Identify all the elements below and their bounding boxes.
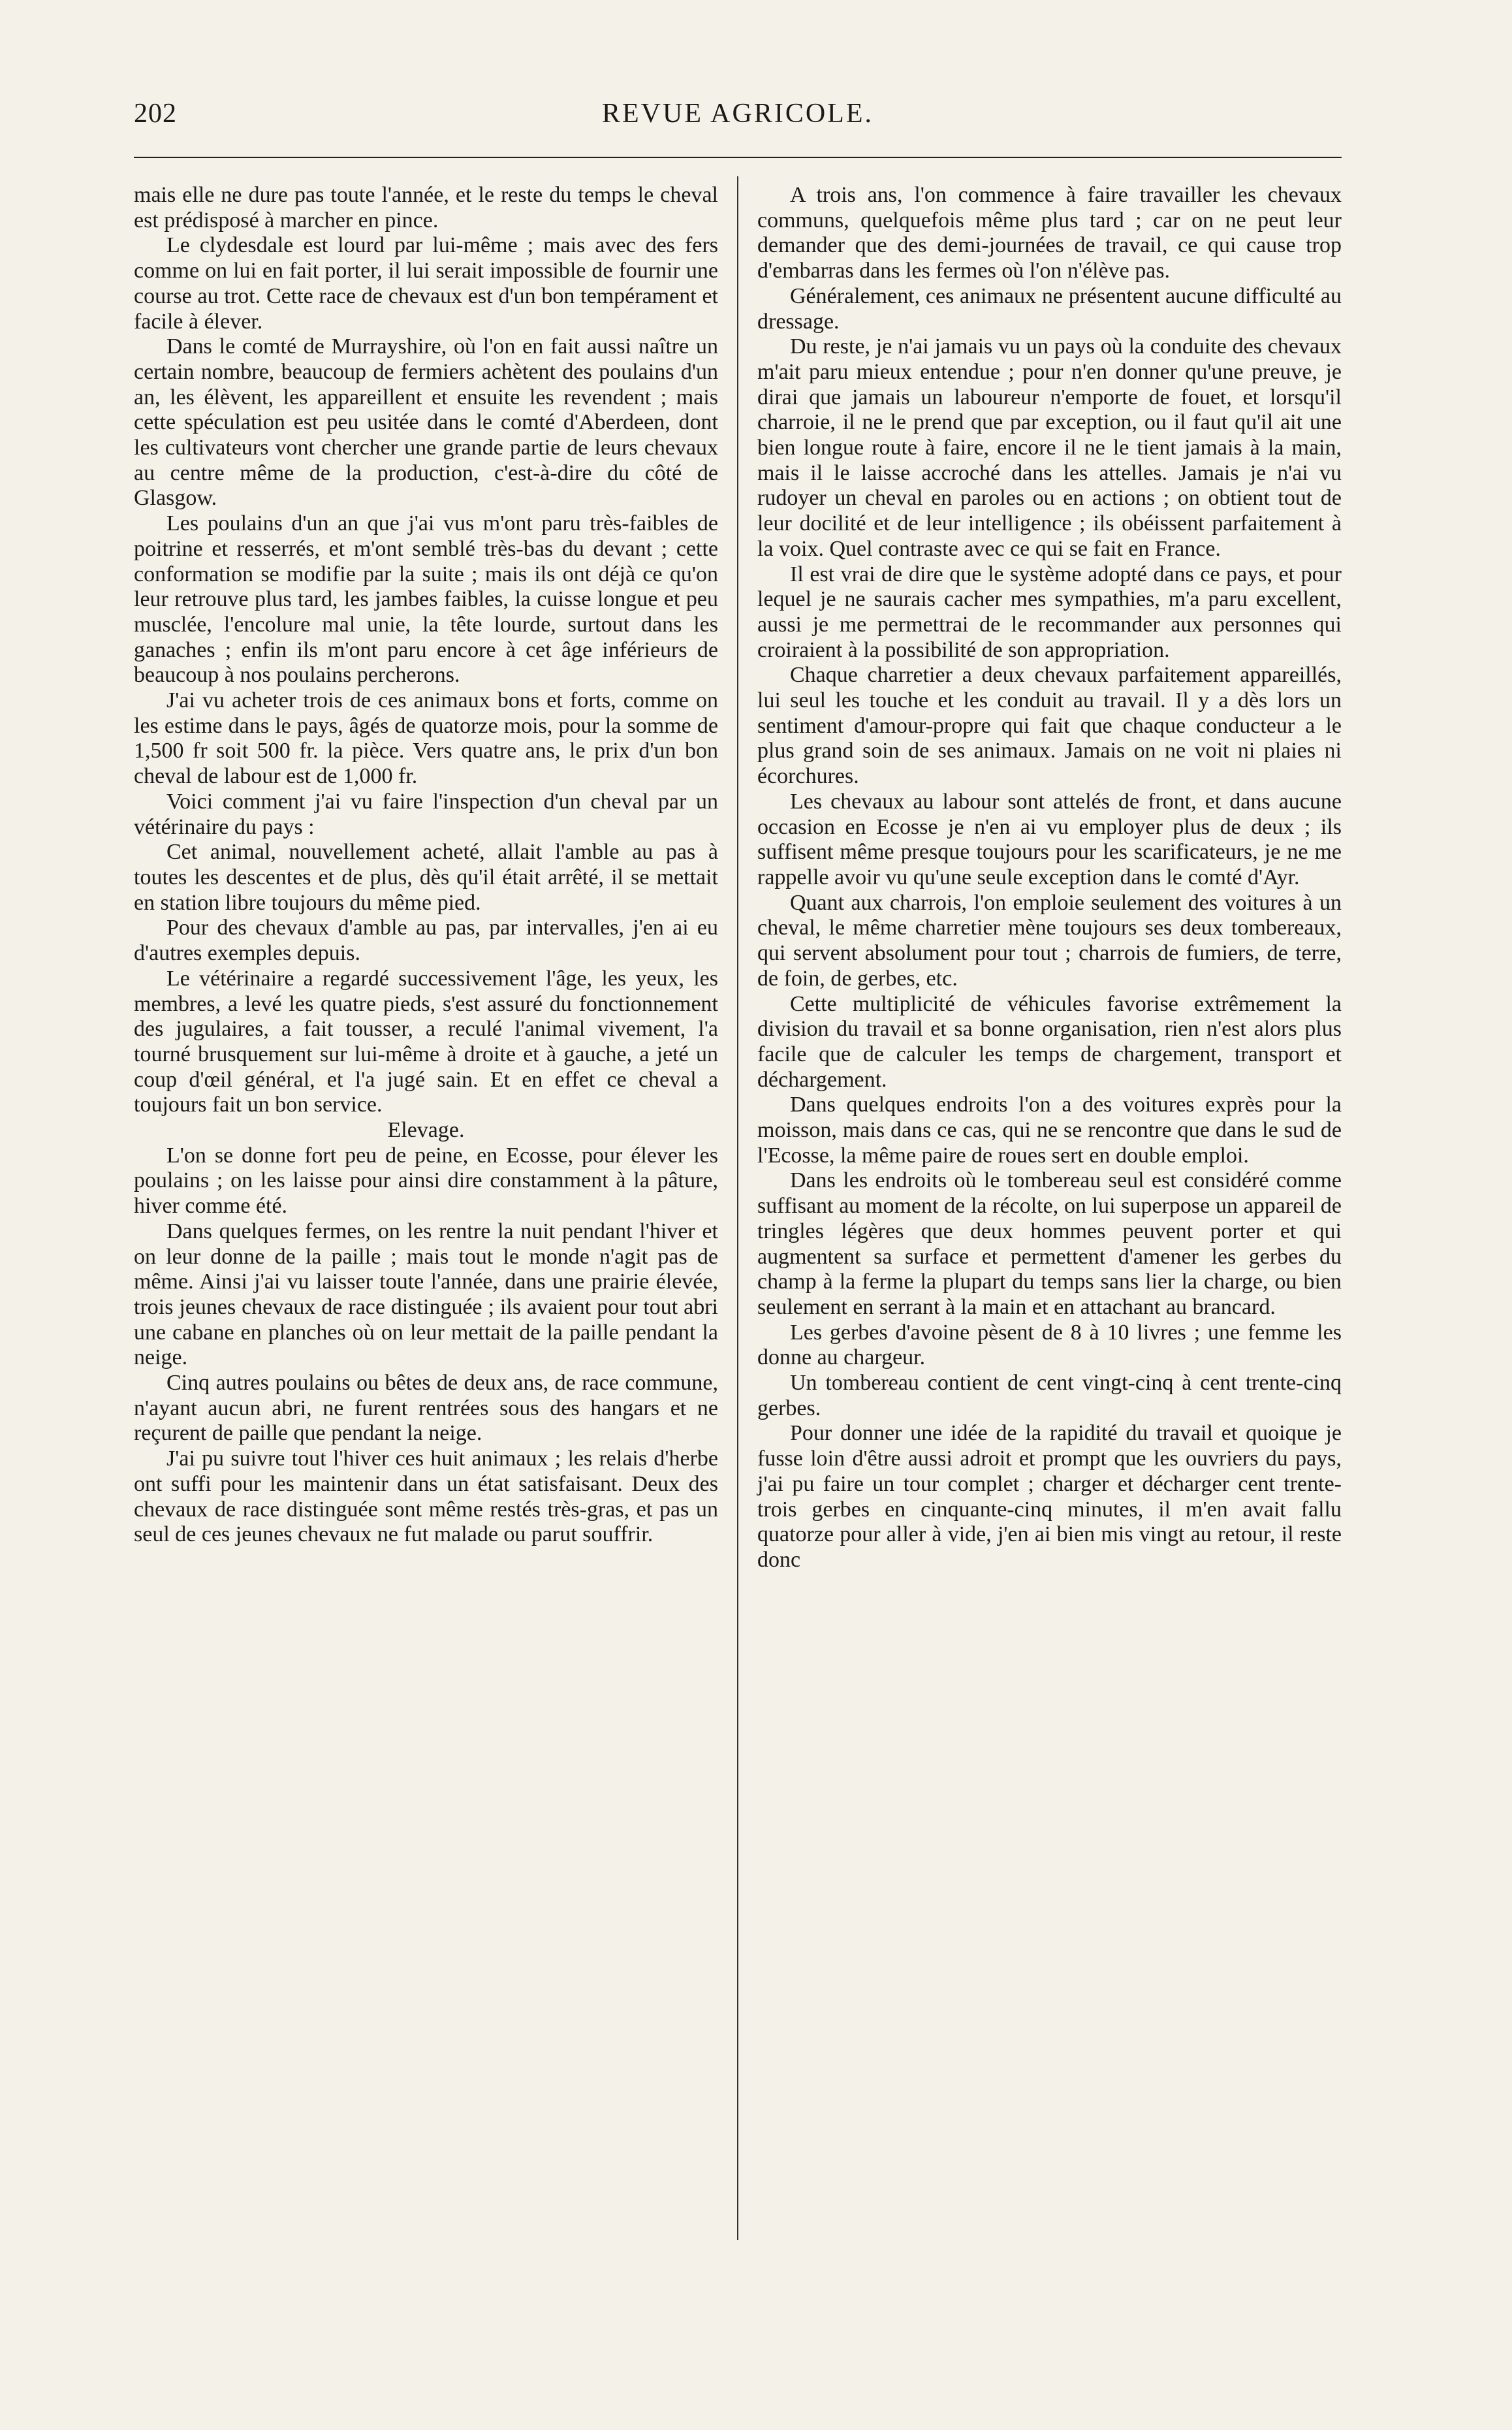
paragraph: A trois ans, l'on commence à faire travailler les chevaux communs, quelquefois même plus tard ; car on ne peut leur demander que des demi-journées de travail, ce qui cause trop d'embarras dans les fermes où l'on n'élève pas.	[757, 183, 1342, 283]
paragraph: Cet animal, nouvellement acheté, allait l'amble au pas à toutes les descentes et de plus, dès qu'il était arrêté, il se mettait en station libre toujours du même pied.	[134, 840, 718, 915]
left-column	[134, 183, 718, 2240]
paragraph: Cette multiplicité de véhicules favorise extrêmement la division du travail et sa bonne organisation, rien n'est alors plus facile que de calculer les temps de chargement, transport et déchargement.	[757, 991, 1342, 1092]
paragraph: Dans le comté de Murrayshire, où l'on en fait aussi naître un certain nombre, beaucoup de fermiers achètent des poulains d'un an, les élèvent, les appareillent et ensuite les revendent ; mais cette spéculation est peu usitée dans le comté d'Aberdeen, dont les cultivateurs vont chercher une grande partie de leurs chevaux au centre même de la production, c'est-à-dire du côté de Glasgow.	[134, 334, 718, 511]
paragraph: Le vétérinaire a regardé successivement l'âge, les yeux, les membres, a levé les quatre pieds, s'est assuré du fonctionnement des jugulaires, a fait tousser, a reculé l'animal vivement, l'a tourné brusquement sur lui-même à droite et à gauche, a jeté un coup d'œil général, et l'a jugé sain. Et en effet ce cheval a toujours fait un bon service.	[134, 966, 718, 1117]
paragraph: J'ai vu acheter trois de ces animaux bons et forts, comme on les estime dans le pays, âgés de quatorze mois, pour la somme de 1,500 fr soit 500 fr. la pièce. Vers quatre ans, le prix d'un bon cheval de labour est de 1,000 fr.	[134, 688, 718, 789]
paragraph: Il est vrai de dire que le système adopté dans ce pays, et pour lequel je ne saurais cacher mes sympathies, m'a paru excellent, aussi je me permettrai de le recommander aux personnes qui croiraient à la possibilité de son appropriation.	[757, 562, 1342, 662]
paragraph: Dans les endroits où le tombereau seul est considéré comme suffisant au moment de la récolte, on lui superpose un appareil de tringles légères que deux hommes peuvent porter et qui augmentent sa surface et permettent d'amener les gerbes du champ à la ferme la plupart du temps sans lier la charge, ou bien seulement en serrant à la main et en attachant au brancard.	[757, 1168, 1342, 1319]
paragraph: Pour des chevaux d'amble au pas, par intervalles, j'en ai eu d'autres exemples depuis.	[134, 916, 718, 966]
paragraph: Chaque charretier a deux chevaux parfaitement appareillés, lui seul les touche et les conduit au travail. Il y a dès lors un sentiment d'amour-propre qui fait que chaque conducteur a le plus grand soin de ses animaux. Jamais on ne voit ni plaies ni écorchures.	[757, 663, 1342, 789]
paragraph: Les poulains d'un an que j'ai vus m'ont paru très-faibles de poitrine et resserrés, et m'ont semblé très-bas du devant ; cette conformation se modifie par la suite ; mais ils ont déjà ce qu'on leur retrouve plus tard, les jambes faibles, la cuisse longue et peu musclée, l'encolure mal unie, la tête lourde, surtout dans les ganaches ; enfin ils m'ont paru encore à cet âge inférieurs de beaucoup à nos poulains percherons.	[134, 511, 718, 688]
paragraph: Le clydesdale est lourd par lui-même ; mais avec des fers comme on lui en fait porter, il lui serait impossible de fournir une course au trot. Cette race de chevaux est d'un bon tempérament et facile à élever.	[134, 233, 718, 334]
column-divider	[737, 176, 738, 2240]
paragraph: L'on se donne fort peu de peine, en Ecosse, pour élever les poulains ; on les laisse pour ainsi dire constamment à la pâture, hiver comme été.	[134, 1143, 718, 1219]
paragraph: Un tombereau contient de cent vingt-cinq à cent trente-cinq gerbes.	[757, 1371, 1342, 1420]
paragraph: Généralement, ces animaux ne présentent aucune difficulté au dressage.	[757, 283, 1342, 334]
page-number: 202	[134, 99, 177, 129]
right-column	[757, 183, 1342, 2240]
paragraph: Pour donner une idée de la rapidité du travail et quoique je fusse loin d'être aussi adroit et prompt que les ouvriers du pays, j'ai pu faire un tour complet ; charger et décharger cent trente-trois gerbes en cinquante-cinq minutes, il m'en avait fallu quatorze pour aller à vide, j'en ai bien mis vingt au retour, il reste donc	[757, 1421, 1342, 1572]
header-rule	[134, 157, 1342, 158]
paragraph: Cinq autres poulains ou bêtes de deux ans, de race commune, n'ayant aucun abri, ne furent rentrées sous des hangars et ne reçurent de paille que pendant la neige.	[134, 1371, 718, 1446]
section-heading: Elevage.	[387, 1118, 465, 1143]
paragraph: Du reste, je n'ai jamais vu un pays où la conduite des chevaux m'ait paru mieux entendue ; pour n'en donner qu'une preuve, je dirai que jamais un laboureur n'emporte de fouet, et lorsqu'il charroie, il ne le prend que par exception, ou il faut qu'il ait une bien longue route à faire, encore il ne le tient jamais à la main, mais il le laisse accroché dans les attelles. Jamais je n'ai vu rudoyer un cheval en paroles ou en actions ; on obtient tout de leur docilité et de leur intelligence ; ils obéissent parfaitement à la voix. Quel contraste avec ce qui se fait en France.	[757, 334, 1342, 561]
running-title: REVUE AGRICOLE.	[602, 99, 874, 129]
page-header	[134, 98, 1342, 144]
paragraph: Voici comment j'ai vu faire l'inspection d'un cheval par un vétérinaire du pays :	[134, 789, 718, 839]
paragraph: Les chevaux au labour sont attelés de front, et dans aucune occasion en Ecosse je n'en ai vu employer plus de deux ; ils suffisent même presque toujours pour les scarificateurs, je ne me rappelle avoir vu qu'une seule exception dans le comté d'Ayr.	[757, 789, 1342, 889]
paragraph: Dans quelques fermes, on les rentre la nuit pendant l'hiver et on leur donne de la paille ; mais tout le monde n'agit pas de même. Ainsi j'ai vu laisser toute l'année, dans une prairie élevée, trois jeunes chevaux de race distinguée ; ils avaient pour tout abri une cabane en planches où on leur mettait de la paille pendant la neige.	[134, 1219, 718, 1370]
paragraph: Dans quelques endroits l'on a des voitures exprès pour la moisson, mais dans ce cas, qui ne se rencontre que dans le sud de l'Ecosse, la même paire de roues sert en double emploi.	[757, 1093, 1342, 1168]
paragraph: J'ai pu suivre tout l'hiver ces huit animaux ; les relais d'herbe ont suffi pour les maintenir dans un état satisfaisant. Deux des chevaux de race distinguée sont même restés très-gras, et pas un seul de ces jeunes chevaux ne fut malade ou parut souffrir.	[134, 1447, 718, 1547]
paragraph: Les gerbes d'avoine pèsent de 8 à 10 livres ; une femme les donne au chargeur.	[757, 1320, 1342, 1370]
paragraph: Quant aux charrois, l'on emploie seulement des voitures à un cheval, le même charretier mène toujours ses deux tombereaux, qui servent absolument pour tout ; charrois de fumiers, de terre, de foin, de gerbes, etc.	[757, 890, 1342, 991]
paragraph: mais elle ne dure pas toute l'année, et le reste du temps le cheval est prédisposé à marcher en pince.	[134, 183, 718, 232]
